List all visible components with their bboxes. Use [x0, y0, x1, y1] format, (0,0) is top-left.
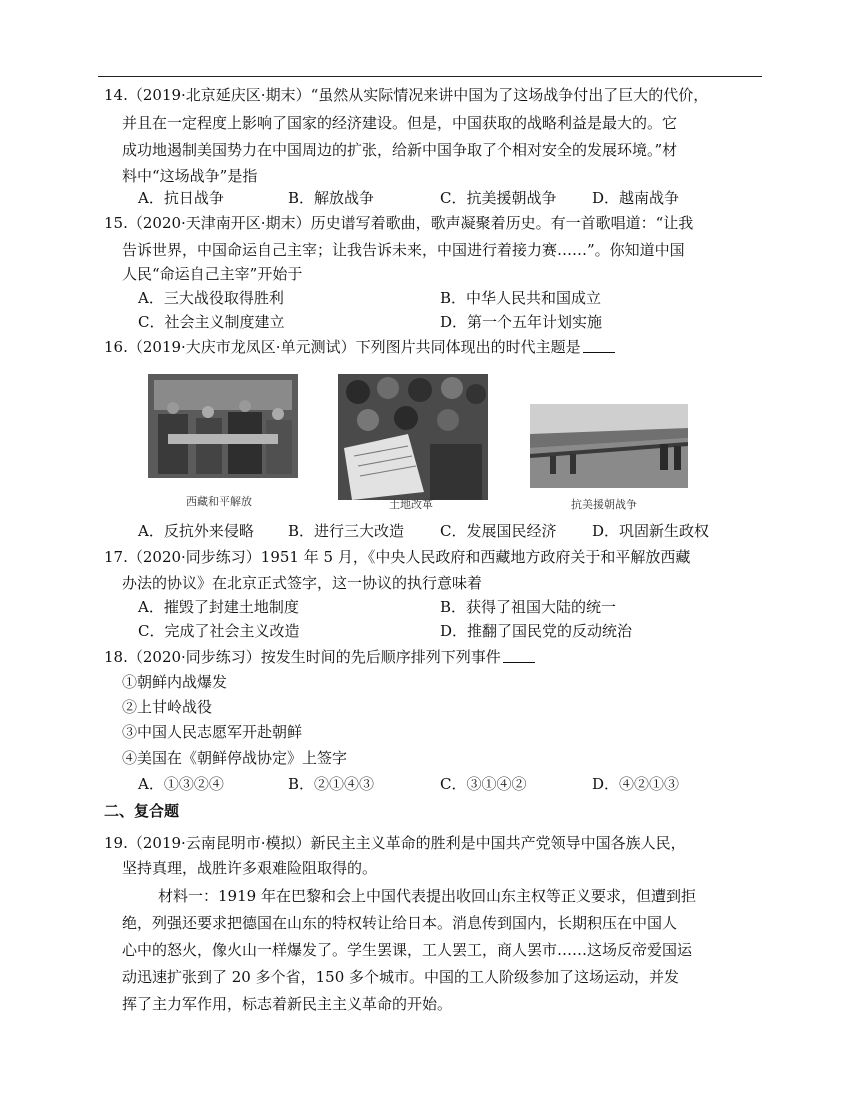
- section-title: 二、复合题: [104, 802, 180, 820]
- q15-line-3: 人民“命运自己主宰”开始于: [122, 265, 303, 283]
- caption-tibet: 西藏和平解放: [186, 495, 252, 508]
- q16-option-b[interactable]: B．进行三大改造: [288, 522, 405, 540]
- q18-line-1: [104, 646, 535, 668]
- q18-option-d[interactable]: D．④②①③: [592, 775, 680, 793]
- photo-land-reform: [338, 374, 488, 500]
- q16-option-a[interactable]: A．反抗外来侵略: [138, 522, 254, 540]
- photo-tibet-liberation: [148, 374, 298, 478]
- q15-option-d[interactable]: D．第一个五年计划实施: [440, 313, 603, 331]
- q18-event-1: ①朝鲜内战爆发: [122, 673, 228, 691]
- q15-option-b[interactable]: B．中华人民共和国成立: [440, 289, 602, 307]
- q16-line-1: [104, 336, 615, 358]
- caption-korean-war: 抗美援朝战争: [571, 498, 637, 511]
- q14-option-c[interactable]: C．抗美援朝战争: [440, 189, 557, 207]
- q19-material-1: 材料一：1919 年在巴黎和会上中国代表提出收回山东主权等正义要求，但遭到拒: [158, 887, 696, 905]
- q18-option-c[interactable]: C．③①④②: [440, 775, 527, 793]
- q15-option-c[interactable]: C．社会主义制度建立: [138, 313, 285, 331]
- q19-material-3: 心中的怒火，像火山一样爆发了。学生罢课，工人罢工，商人罢市……这场反帝爱国运: [122, 941, 693, 959]
- q18-event-3: ③中国人民志愿军开赴朝鲜: [122, 723, 303, 741]
- q15-line-2: 告诉世界，中国命运自己主宰；让我告诉未来，中国进行着接力赛……”。你知道中国: [122, 241, 685, 259]
- q19-line-2: 坚持真理，战胜许多艰难险阻取得的。: [122, 859, 378, 877]
- q19-material-2: 绝，列强还要求把德国在山东的特权转让给日本。消息传到国内，长期积压在中国人: [122, 914, 678, 932]
- q17-option-d[interactable]: D．推翻了国民党的反动统治: [440, 622, 633, 640]
- q14-option-b[interactable]: B．解放战争: [288, 189, 375, 207]
- header-rule: [98, 76, 762, 77]
- answer-blank[interactable]: [503, 648, 535, 663]
- q16-stem: 16.（2019·大庆市龙凤区·单元测试）下列图片共同体现出的时代主题是: [104, 338, 581, 356]
- q18-option-b[interactable]: B．②①④③: [288, 775, 375, 793]
- q18-option-a[interactable]: A．①③②④: [138, 775, 224, 793]
- q17-option-a[interactable]: A．摧毁了封建土地制度: [138, 598, 299, 616]
- q16-option-c[interactable]: C．发展国民经济: [440, 522, 557, 540]
- q15-option-a[interactable]: A．三大战役取得胜利: [138, 289, 284, 307]
- q18-stem: 18.（2020·同步练习）按发生时间的先后顺序排列下列事件: [104, 648, 501, 666]
- photo-korean-war: [530, 404, 688, 488]
- q18-event-4: ④美国在《朝鲜停战协定》上签字: [122, 749, 348, 767]
- q14-line-2: 并且在一定程度上影响了国家的经济建设。但是，中国获取的战略利益是最大的。它: [122, 114, 678, 132]
- q14-line-4: 料中“这场战争”是指: [122, 167, 258, 185]
- q17-option-b[interactable]: B．获得了祖国大陆的统一: [440, 598, 617, 616]
- q17-line-2: 办法的协议》在北京正式签字，这一协议的执行意味着: [122, 574, 483, 592]
- q15-line-1: 15.（2020·天津南开区·期末）历史谱写着歌曲，歌声凝聚着历史。有一首歌唱道：“让我: [104, 214, 694, 232]
- q19-material-4: 动迅速扩张到了 20 多个省，150 多个城市。中国的工人阶级参加了这场运动，并发: [122, 968, 680, 986]
- caption-land-reform: 土地改革: [389, 498, 433, 511]
- q19-material-5: 挥了主力军作用，标志着新民主主义革命的开始。: [122, 995, 453, 1013]
- q17-line-1: 17.（2020·同步练习）1951 年 5 月，《中央人民政府和西藏地方政府关于和平解放西藏: [104, 548, 691, 566]
- q14-line-1: 14.（2019·北京延庆区·期末）“虽然从实际情况来讲中国为了这场战争付出了巨大的代价，: [104, 86, 709, 104]
- answer-blank[interactable]: [583, 338, 615, 353]
- q18-event-2: ②上甘岭战役: [122, 698, 213, 716]
- q17-option-c[interactable]: C．完成了社会主义改造: [138, 622, 300, 640]
- q14-option-a[interactable]: A．抗日战争: [138, 189, 224, 207]
- q19-line-1: 19.（2019·云南昆明市·模拟）新民主主义革命的胜利是中国共产党领导中国各族人民，: [104, 834, 686, 852]
- q14-option-d[interactable]: D．越南战争: [592, 189, 680, 207]
- q16-option-d[interactable]: D．巩固新生政权: [592, 522, 710, 540]
- q14-line-3: 成功地遏制美国势力在中国周边的扩张，给新中国争取了个相对安全的发展环境。”材: [122, 141, 678, 159]
